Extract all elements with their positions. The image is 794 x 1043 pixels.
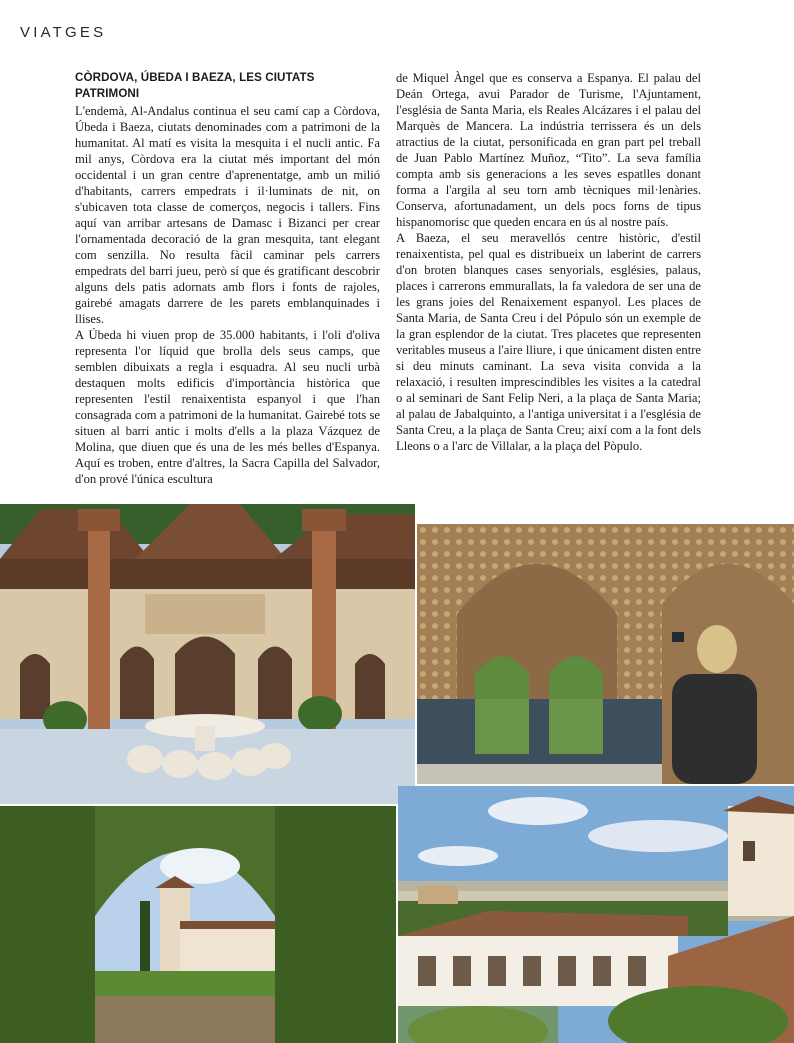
section-label: VIATGES [20,24,107,41]
article-headline: CÒRDOVA, ÚBEDA I BAEZA, LES CIUTATS PATRIMONI [75,71,315,100]
article-paragraph: A Úbeda hi viuen prop de 35.000 habitants, i l'oli d'oliva representa l'or líquid que brolla dels seus camps, que semblen dibuixats a regla i esquadra. Al seu nucli urbà destaquen molts edificis d'importància històrica que representen l'estil renaixentista espanyol i que l'han consagrada com a patrimoni de la humanitat. Gairebé tots se situen al barri antic i molts d'ells a la plaza Vázquez de Molina, que diuen que és una de les més belles d'Espanya. Aquí es troben, entre d'altres, la Sacra Capilla del Salvador, d'on prové l'única escultura [75,328,380,486]
photo-generalife-hedge-arch [0,806,396,1043]
article-paragraph: A Baeza, el seu meravellós centre històric, d'estil renaixentista, pel qual es distribueix un laberint de carrers d'on broten blanques cases senyorials, esglésies, palaus, places i carrerons emmurallats, la fa valedora de ser una de les grans joies del Renaixement espanyol. Les places de Santa Maria, de Santa Creu i del Pópulo són un exemple de la gran esplendor de la ciutat. Tres placetes que representen veritables museus a l'aire lliure, i que únicament disten entre si deu minuts caminant. La seva visita convida a la relaxació, i resulten imprescindibles les visites a la catedral o al seminari de Sant Felip Neri, a la plaça de Santa Maria; al palau de Jabalquinto, a l'antiga universitat i a l'església de Santa Creu, a la plaça de Santa Creu; així com a la font dels Lleons o a l'arc de Villalar, a la plaça del Pòpulo. [396,231,701,453]
photo-alhambra-window [417,524,794,784]
article-paragraph [75,70,380,327]
photo-granada-panorama [398,786,794,1043]
photo-court-of-lions [0,504,417,806]
paragraph-text: L'endemà, Al-Andalus continua el seu camí cap a Còrdova, Úbeda i Baeza, ciutats denominades com a patrimoni de la humanitat. Al matí es visita la mesquita i el nucli antic. Fa mil anys, Còrdova era la ciutat més important del món occidental i un gran centre d'aprenentatge, amb un milió d'habitants, carrers empedrats i il·luminats de nit, on s'ubicaven tota classe de comerços, negocis i tallers. Fins aquí van arribar artesans de Damasc i Bizanci per crear l'ornamentada decoració de la gran mesquita, tant elegant com senzilla. No resulta fàcil caminar pels carrers empedrats del barri jueu, però sí que és gratificant descobrir alguns dels patis adornats amb flors i fonts de rajoles, gairebé amagats darrere de les parets emblanquinades i llises. [75,104,380,326]
article-paragraph: de Miquel Àngel que es conserva a Espanya. El palau del Deán Ortega, avui Parador de Turisme, l'Ajuntament, l'església de Santa Maria, els Reales Alcázares i el palau del Marquès de Mancera. La indústria terrissera és un dels atractius de la ciutat, personificada en gran part pel treball de Juan Pablo Martínez Muñoz, “Tito”. La seva família compta amb sis generacions a les seves espatlles donant forma a l'argila al seu torn amb tècniques mil·lenàries. Conserva, afortunadament, un dels pocs forns de tipus hispanomorisc que queden encara en ús al nostre país. [396,71,701,229]
article-column-right [396,70,701,454]
article-column-left [75,70,380,487]
